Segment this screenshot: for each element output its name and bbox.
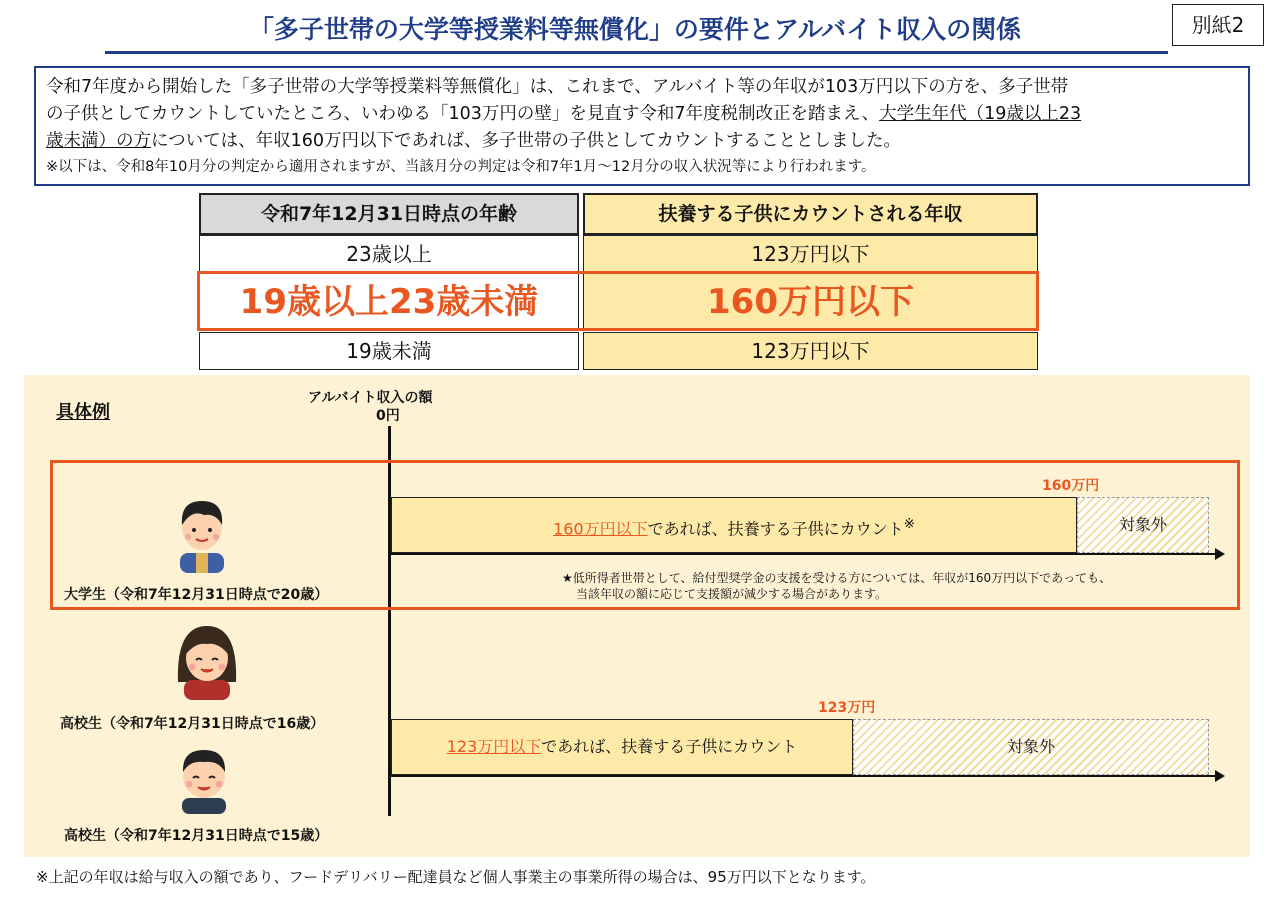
university-count-highlight: 160万円以下 <box>553 519 648 539</box>
highschool-15-avatar <box>174 744 234 814</box>
footer-note: ※上記の年収は給与収入の額であり、フードデリバリー配達員など個人事業主の事業所得の場合は、95万円以下となります。 <box>36 868 876 886</box>
table-header-age: 令和7年12月31日時点の年齢 <box>199 193 579 235</box>
highschool-16-avatar <box>172 622 242 700</box>
university-count-bar: 160万円以下であれば、扶養する子供にカウント※ <box>391 497 1077 553</box>
table-row-income-highlight: 160万円以下 <box>583 273 1038 329</box>
highschool-count-bar: 123万円以下であれば、扶養する子供にカウント <box>391 719 853 775</box>
university-caption: 大学生（令和7年12月31日時点で20歳） <box>64 587 329 603</box>
university-note: ★低所得者世帯として、給付型奨学金の支援を受ける方については、年収が160万円以下であっても、 当該年収の額に応じて支援額が減少する場合があります。 <box>562 571 1112 601</box>
intro-line-1: 令和7年度から開始した「多子世帯の大学等授業料等無償化」は、これまで、アルバイト等の年収が103万円以下の方を、多子世帯 <box>46 77 1069 97</box>
table-header-income: 扶養する子供にカウントされる年収 <box>583 193 1038 235</box>
example-label: 具体例 <box>56 402 110 423</box>
intro-note: ※以下は、令和8年10月分の判定から適用されますが、当該月分の判定は令和7年1月～12月分の収入状況等により行われます。 <box>46 159 876 175</box>
axis-zero-label: 0円 <box>376 408 400 424</box>
intro-line-3: 歳未満）の方については、年収160万円以下であれば、多子世帯の子供としてカウントすることとしました。 <box>46 131 902 151</box>
highschool-16-caption: 高校生（令和7年12月31日時点で16歳） <box>60 716 325 732</box>
highschool-out-bar: 対象外 <box>853 719 1209 775</box>
university-axis-arrow <box>391 553 1217 555</box>
intro-underline-2: 歳未満）の方 <box>46 131 151 151</box>
university-limit-label: 160万円 <box>1042 478 1100 494</box>
table-row-income: 123万円以下 <box>583 332 1038 370</box>
intro-underline-1: 大学生年代（19歳以上23 <box>879 104 1082 124</box>
highschool-15-caption: 高校生（令和7年12月31日時点で15歳） <box>64 828 329 844</box>
university-out-bar: 対象外 <box>1077 497 1209 553</box>
university-student-avatar <box>174 495 230 573</box>
page-title: 「多子世帯の大学等授業料等無償化」の要件とアルバイト収入の関係 <box>248 15 1022 44</box>
title-underline <box>105 51 1168 54</box>
intro-box <box>34 66 1250 186</box>
footnote-mark: ※ <box>903 517 915 532</box>
table-row-age-highlight: 19歳以上23歳未満 <box>199 273 579 329</box>
highschool-limit-label: 123万円 <box>818 700 876 716</box>
table-row-income: 123万円以下 <box>583 235 1038 273</box>
intro-line-2: の子供としてカウントしていたところ、いわゆる「103万円の壁」を見直す令和7年度税制改正を踏まえ、大学生年代（19歳以上23 <box>46 104 1082 124</box>
highschool-axis-arrow <box>391 775 1217 777</box>
highlight-frame <box>197 271 1039 331</box>
highschool-count-highlight: 123万円以下 <box>446 737 542 756</box>
table-row-age: 23歳以上 <box>199 235 579 273</box>
annex-label: 別紙2 <box>1172 4 1264 46</box>
table-row-age: 19歳未満 <box>199 332 579 370</box>
axis-title: アルバイト収入の額 <box>308 390 433 406</box>
